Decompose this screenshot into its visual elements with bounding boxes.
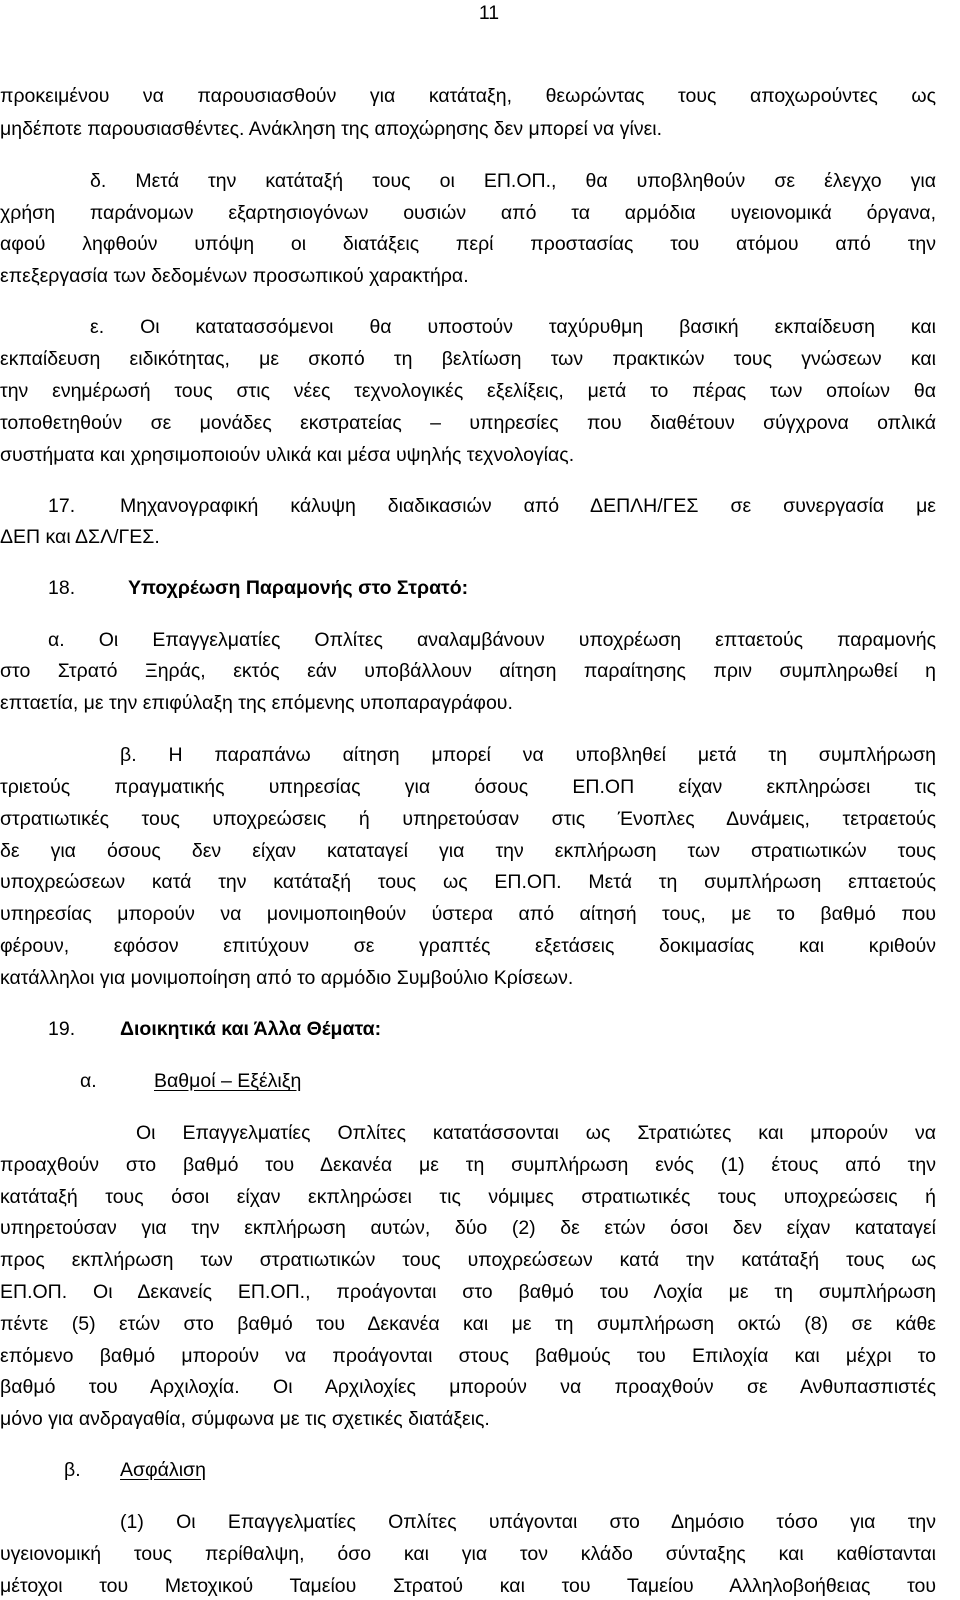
subsection-heading-b: Ασφάλιση [120, 1459, 206, 1482]
text-line: εκπαίδευση ειδικότητας, με σκοπό τη βελτίωση των πρακτικών τους γνώσεων και [0, 348, 936, 371]
text-line: δε για όσους δεν είχαν καταταγεί για την εκπλήρωση των στρατιωτικών τους [0, 839, 936, 862]
text-line: (1) Οι Επαγγελματίες Οπλίτες υπάγονται στο Δημόσιο τόσο για την [120, 1511, 936, 1534]
text-line: δ. Μετά την κατάταξή τους οι ΕΠ.ΟΠ., θα υποβληθούν σε έλεγχο για [90, 169, 936, 192]
subsection-number-b: β. [64, 1459, 81, 1482]
text-line: β. Η παραπάνω αίτηση μπορεί να υποβληθεί μετά τη συμπλήρωση [120, 744, 936, 767]
text-line: μηδέποτε παρουσιασθέντες. Ανάκληση της αποχώρησης δεν μπορεί να γίνει. [0, 117, 663, 140]
section-number-19: 19. [48, 1017, 76, 1040]
section-heading-19: Διοικητικά και Άλλα Θέματα: [120, 1017, 382, 1040]
subsection-number-a: α. [80, 1069, 97, 1092]
text-line: βαθμό του Αρχιλοχία. Οι Αρχιλοχίες μπορούν να προαχθούν σε Ανθυπασπιστές [0, 1376, 936, 1399]
text-line: τοποθετηθούν σε μονάδες εκστρατείας – υπηρεσίες που διαθέτουν σύγχρονα οπλικά [0, 411, 936, 434]
text-line: την ενημέρωσή τους στις νέες τεχνολογικές εξελίξεις, μετά το πέρας των οποίων θα [0, 379, 936, 402]
text-line: υγειονομική τους περίθαλψη, όσο και για τον κλάδο σύνταξης και καθίστανται [0, 1543, 936, 1566]
text-line: κατάλληλοι για μονιμοποίηση από το αρμόδιο Συμβούλιο Κρίσεων. [0, 966, 574, 989]
section-number-17: 17. [48, 494, 76, 517]
text-line: τριετούς πραγματικής υπηρεσίας για όσους ΕΠ.ΟΠ είχαν εκπληρώσει τις [0, 776, 936, 799]
section-heading-18: Υποχρέωση Παραμονής στο Στρατό: [128, 577, 469, 600]
text-line: υπηρεσίας μπορούν να μονιμοποιηθούν ύστερα από αίτησή τους, με το βαθμό που [0, 903, 936, 926]
text-line: επταετία, με την επιφύλαξη της επόμενης υποπαραγράφου. [0, 692, 513, 715]
text-line: μόνο για ανδραγαθία, σύμφωνα με τις σχετικές διατάξεις. [0, 1408, 490, 1431]
text-line: αφού ληφθούν υπόψη οι διατάξεις περί προστασίας του ατόμου από την [0, 233, 936, 256]
text-line: α. Οι Επαγγελματίες Οπλίτες αναλαμβάνουν υποχρέωση επταετούς παραμονής [48, 628, 936, 651]
subsection-heading-a: Βαθμοί – Εξέλιξη [154, 1069, 302, 1092]
text-line: κατάταξή τους όσοι είχαν εκπληρώσει τις νόμιμες στρατιωτικές τους υποχρεώσεις ή [0, 1185, 936, 1208]
text-line: φέρουν, εφόσον επιτύχουν σε γραπτές εξετάσεις δοκιμασίας και κριθούν [0, 935, 936, 958]
text-line: ΔΕΠ και ΔΣΛ/ΓΕΣ. [0, 526, 160, 549]
text-line: μέτοχοι του Μετοχικού Ταμείου Στρατού και του Ταμείου Αλληλοβοήθειας του [0, 1575, 936, 1597]
text-line: επόμενο βαθμό μπορούν να προάγονται στους βαθμούς του Επιλοχία και μέχρι το [0, 1344, 936, 1367]
text-line: Οι Επαγγελματίες Οπλίτες κατατάσσονται ως Στρατιώτες και μπορούν να [136, 1122, 936, 1145]
text-line: πέντε (5) ετών στο βαθμό του Δεκανέα και με τη συμπλήρωση οκτώ (8) σε κάθε [0, 1312, 936, 1335]
text-line: στο Στρατό Ξηράς, εκτός εάν υποβάλλουν αίτηση παραίτησης πριν συμπληρωθεί η [0, 660, 936, 683]
text-line: προς εκπλήρωση των στρατιωτικών τους υποχρεώσεων κατά την κατάταξή τους ως [0, 1249, 936, 1272]
text-line: συστήματα και χρησιμοποιούν υλικά και μέσα υψηλής τεχνολογίας. [0, 443, 575, 466]
text-line: υπηρετούσαν για την εκπλήρωση αυτών, δύο (2) δε ετών όσοι δεν είχαν καταταγεί [0, 1217, 936, 1240]
text-line: προκειμένου να παρουσιασθούν για κατάταξη, θεωρώντας τους αποχωρούντες ως [0, 85, 936, 107]
text-line: προαχθούν στο βαθμό του Δεκανέα με τη συμπλήρωση ενός (1) έτους από την [0, 1153, 936, 1176]
text-line: στρατιωτικές τους υποχρεώσεις ή υπηρετούσαν στις Ένοπλες Δυνάμεις, τετραετούς [0, 807, 936, 830]
section-heading-17: Μηχανογραφική κάλυψη διαδικασιών από ΔΕΠΛΗ/ΓΕΣ σε συνεργασία με [120, 494, 936, 517]
text-line: ΕΠ.ΟΠ. Οι Δεκανείς ΕΠ.ΟΠ., προάγονται στο βαθμό του Λοχία με τη συμπλήρωση [0, 1281, 936, 1304]
section-number-18: 18. [48, 577, 76, 600]
text-line: χρήση παράνομων εξαρτησιογόνων ουσιών από τα αρμόδια υγειονομικά όργανα, [0, 201, 936, 224]
text-line: επεξεργασία των δεδομένων προσωπικού χαρακτήρα. [0, 265, 469, 288]
text-line: υποχρεώσεων κατά την κατάταξή τους ως ΕΠ.ΟΠ. Μετά τη συμπλήρωση επταετούς [0, 871, 936, 894]
page-number: 11 [478, 2, 500, 24]
text-line: ε. Οι κατατασσόμενοι θα υποστούν ταχύρυθμη βασική εκπαίδευση και [90, 316, 936, 339]
